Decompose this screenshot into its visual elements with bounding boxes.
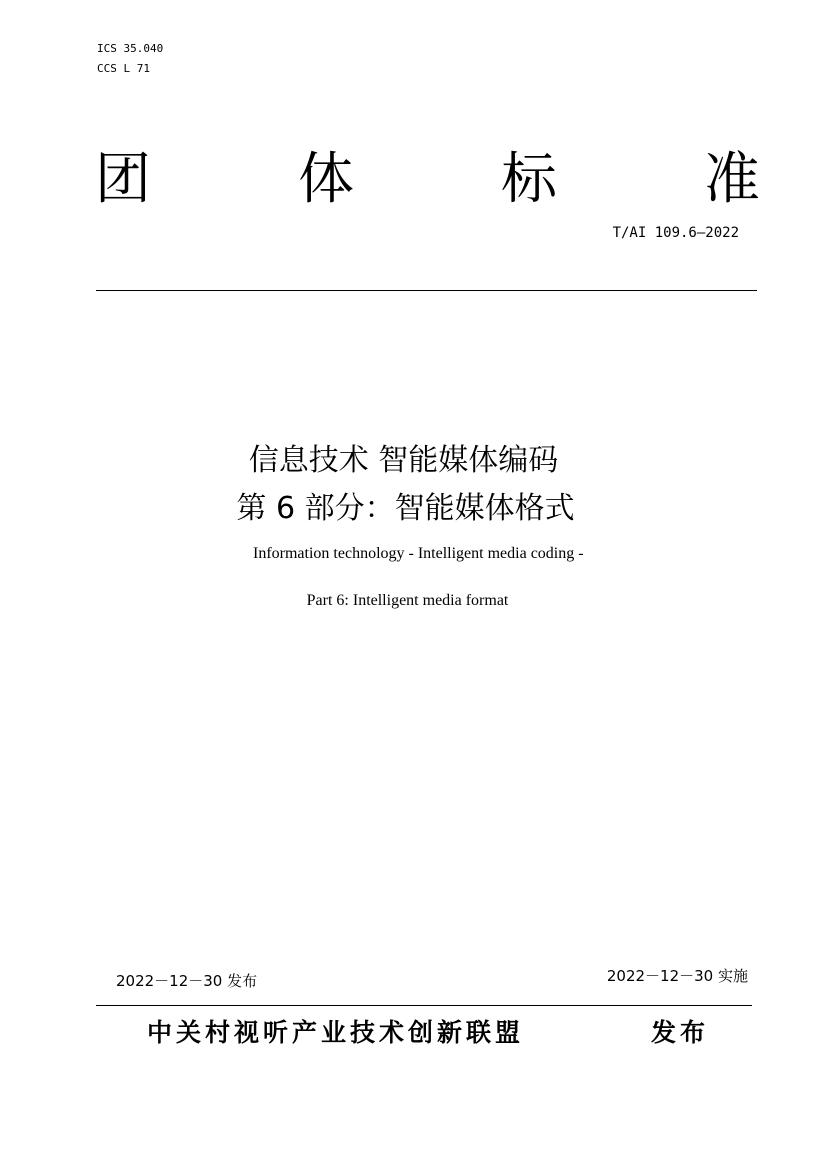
english-title-line-2: Part 6: Intelligent media format — [306, 592, 509, 609]
document-type-char-4: 准 — [704, 147, 760, 212]
english-title-line-1: Information technology - Intelligent media coding - — [253, 545, 584, 562]
document-type-char-2: 体 — [298, 147, 354, 212]
standard-number: T/AI 109.6—2022 — [612, 225, 739, 241]
publish-date: 2022－12－30 发布 — [116, 972, 258, 990]
top-divider — [96, 290, 757, 291]
implementation-date: 2022－12－30 实施 — [606, 967, 748, 985]
ccs-code: CCS L 71 — [97, 62, 150, 75]
document-type-heading — [95, 140, 760, 220]
bottom-divider — [96, 1005, 752, 1006]
publisher-action: 发布 — [651, 1018, 710, 1047]
publisher-name: 中关村视听产业技术创新联盟 — [147, 1018, 525, 1047]
document-type-char-3: 标 — [501, 147, 557, 212]
chinese-title-line-1: 信息技术 智能媒体编码 — [248, 443, 559, 478]
chinese-title-line-2: 第 6 部分：智能媒体格式 — [236, 491, 575, 526]
document-type-char-1: 团 — [95, 147, 151, 212]
ics-code: ICS 35.040 — [97, 42, 164, 55]
